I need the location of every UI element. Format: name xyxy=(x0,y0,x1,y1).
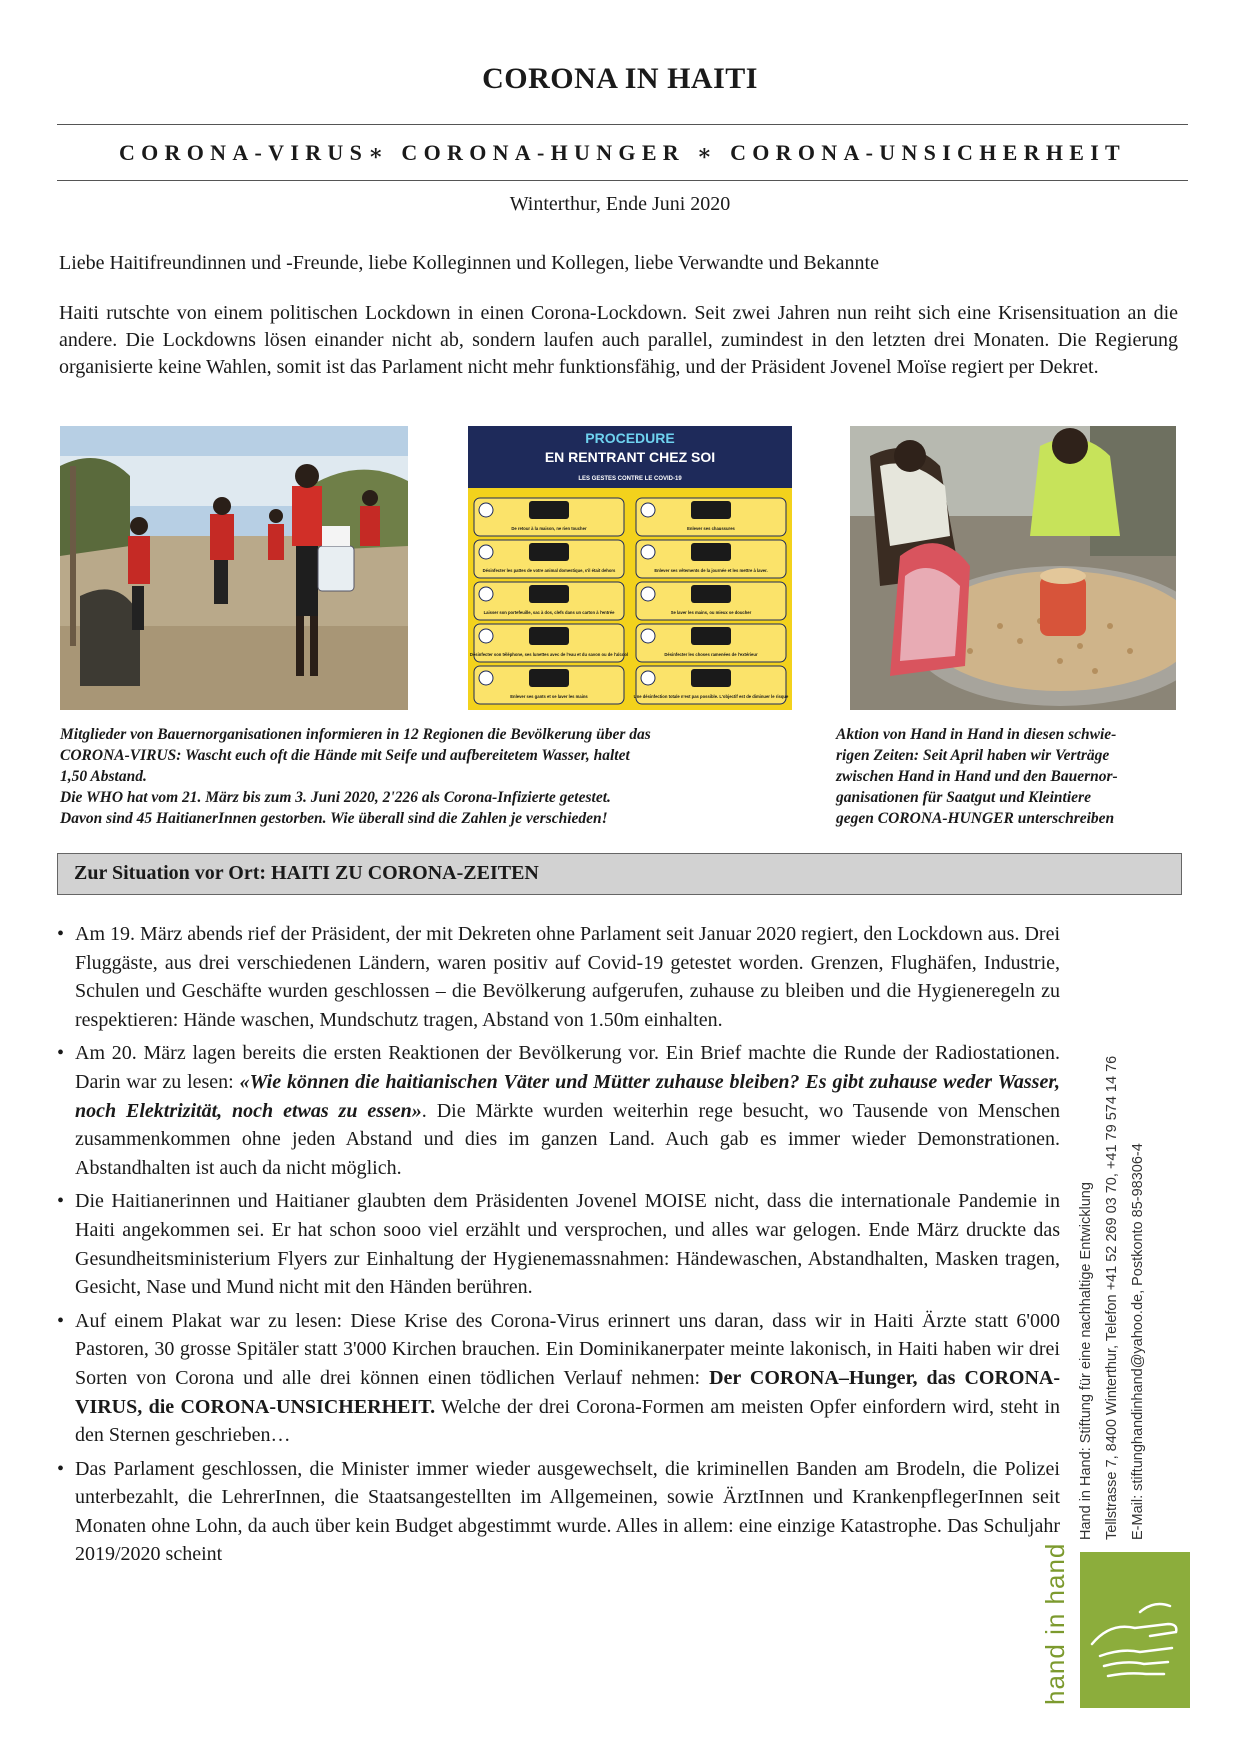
caption-right-line: rigen Zeiten: Seit April haben wir Verträge xyxy=(836,747,1110,764)
caption-right-line: zwischen Hand in Hand und den Bauernor- xyxy=(836,768,1118,785)
poster-step-icon xyxy=(529,627,569,645)
hand-in-hand-logo xyxy=(1080,1552,1190,1708)
poster-step-icon xyxy=(529,585,569,603)
photo-farmers-informing xyxy=(60,426,408,710)
poster-step-label: Enlever ses gants et se laver les mains xyxy=(510,694,588,699)
poster-title-1: PROCEDURE xyxy=(585,430,675,446)
section-heading: Zur Situation vor Ort: HAITI ZU CORONA-ZEITEN xyxy=(74,862,539,884)
poster-step-label: De retour à la maison, ne rien toucher xyxy=(511,526,587,531)
poster-step-label: Enlever ses chaussures xyxy=(687,526,735,531)
sidebar-email-line: E-Mail: stiftunghandinhand@yahoo.de, Postkonto 85-98306-4 xyxy=(1130,1143,1146,1540)
poster-step-icon xyxy=(691,585,731,603)
poster-step-icon xyxy=(529,543,569,561)
poster-step-number-badge xyxy=(479,629,493,643)
poster-step-label: Enlever ses vêtements de la journée et les mettre à laver. xyxy=(654,568,768,573)
poster-step-icon xyxy=(691,501,731,519)
caption-left-line: Mitglieder von Bauernorganisationen informieren in 12 Regionen die Bevölkerung über das xyxy=(60,726,651,743)
greeting: Liebe Haitifreundinnen und -Freunde, liebe Kolleginnen und Kollegen, liebe Verwandte und Bekannte xyxy=(59,252,879,274)
list-item: • Am 19. März abends rief der Präsident, der mit Dekreten ohne Parlament seit Januar 2020 regiert, den Lockdown aus. Drei Fluggäste, aus drei verschiedenen Ländern, waren positiv auf Covid-19 getestet worden. Grenzen, Flughäfen, Industrie, Schulen und Geschäfte wurden geschlossen – die Bevölkerung aufgerufen, zuhause zu bleiben und die Hygieneregeln zu respektieren: Hände waschen, Mundschutz tragen, Abstand von 1.50m einhalten. xyxy=(57,920,1060,1034)
poster-step-label: Désinfecter les choses ramenées de l'extérieur xyxy=(664,652,758,657)
poster-step-label: Désinfecter son téléphone, ses lunettes avec de l'eau et du savon ou de l'alcool xyxy=(469,652,629,657)
poster-title-2: EN RENTRANT CHEZ SOI xyxy=(544,449,716,465)
poster-step-icon xyxy=(529,669,569,687)
photo-women-sorting-seeds xyxy=(850,426,1176,710)
poster-steps-right xyxy=(634,498,789,704)
intro-paragraph: Haiti rutschte von einem politischen Lockdown in einen Corona-Lockdown. Seit zwei Jahren nun reiht sich eine Krisensituation an die andere. Die Lockdowns lösen einander nicht ab, sondern laufen auch parallel, zumindest in den letzten drei Monaten. Die Regierung organisierte keine Wahlen, somit ist das Parlament nicht mehr funktionsfähig, und der Präsident Jovenel Moïse regiert per Dekret. xyxy=(59,302,1178,378)
list-item: • Die Haitianerinnen und Haitianer glaubten dem Präsidenten Jovenel MOISE nicht, dass die internationale Pandemie in Haiti angekommen sei. Er hat schon sooo viel erzählt und versprochen, und alles war gelogen. Ende März druckte das Gesundheitsministerium Flyers zur Einhaltung der Hygienemassnahmen: Händewaschen, Abstandhalten, Masken tragen, Gesicht, Nase und Mund nicht mit den Händen berühren. xyxy=(57,1187,1060,1301)
poster-step-number-badge xyxy=(479,671,493,685)
poster-step-number-badge xyxy=(479,545,493,559)
poster-step-label: Désinfecter les pattes de votre animal domestique, s'il était dehors xyxy=(482,568,616,573)
section-heading-bar xyxy=(57,853,1182,895)
list-item: • Am 20. März lagen bereits die ersten Reaktionen der Bevölkerung vor. Ein Brief machte die Runde der Radiostationen. Darin war zu lesen: «Wie können die haitianischen Väter und Mütter zuhause bleiben? Es gibt zuhause weder Wasser, noch Elektrizität, noch etwas zu essen». Die Märkte wurden weiterhin rege besucht, wo Tausende von Menschen zusammenkommen ohne jeden Abstand und dies im ganzen Land. Auch gab es immer wieder Demonstrationen. Abstandhalten ist auch da nicht möglich. xyxy=(57,1039,1060,1182)
poster-step-icon xyxy=(529,501,569,519)
poster-step-label: Une désinfection totale n'est pas possible. L'objectif est de diminuer le risque xyxy=(633,694,789,699)
poster-step-number-badge xyxy=(479,503,493,517)
caption-left xyxy=(60,724,800,829)
sidebar-address-line: Tellstrasse 7, 8400 Winterthur, Telefon +41 52 269 03 70, +41 79 574 14 76 xyxy=(1104,1055,1120,1540)
page-subtitle: CORONA-VIRUS∗ CORONA-HUNGER ∗ CORONA-UNSICHERHEIT xyxy=(118,140,1127,165)
header-rule-top xyxy=(57,124,1188,125)
bullet-list xyxy=(57,920,1060,1574)
list-item: • Auf einem Plakat war zu lesen: Diese Krise des Corona-Virus erinnert uns daran, dass wir in Haiti Ärzte statt 6'000 Pastoren, 30 grosse Spitäler statt 3'000 Kirchen brauchen. Ein Dominikanerpater meinte lakonisch, in Haiti haben wir drei Sorten von Corona und alle drei können einen tödlichen Verlauf nehmen: Der CORONA–Hunger, das CORONA-VIRUS, die CORONA-UNSICHERHEIT. Welche der drei Corona-Formen am meisten Opfer einfordern wird, steht in den Sternen geschrieben… xyxy=(57,1307,1060,1450)
sidebar-org-line: Hand in Hand: Stiftung für eine nachhaltige Entwicklung xyxy=(1078,1182,1094,1540)
page-title: CORONA IN HAITI xyxy=(482,62,758,95)
poster-step-label: Laisser son portefeuille, sac à dos, clefs dans un carton à l'entrée xyxy=(483,610,615,615)
caption-left-line: Davon sind 45 HaitianerInnen gestorben. Wie überall sind die Zahlen je verschieden! xyxy=(60,810,608,827)
poster-step-number-badge xyxy=(641,671,655,685)
sidebar-contact xyxy=(1073,980,1223,1540)
emphasis-text: Der CORONA–Hunger, das CORONA-VIRUS, die CORONA-UNSICHERHEIT. xyxy=(75,1366,1061,1418)
caption-left-line: CORONA-VIRUS: Wascht euch oft die Hände mit Seife und aufbereitetem Wasser, haltet xyxy=(60,747,630,764)
dateline: Winterthur, Ende Juni 2020 xyxy=(509,193,731,215)
poster-steps-left xyxy=(470,498,628,704)
poster-step-number-badge xyxy=(641,503,655,517)
caption-right xyxy=(836,724,1181,829)
caption-right-line: Aktion von Hand in Hand in diesen schwie- xyxy=(836,726,1117,743)
caption-left-line: 1,50 Abstand. xyxy=(60,768,147,785)
poster-step-number-badge xyxy=(641,629,655,643)
quote-text: «Wie können die haitianischen Väter und Mütter zuhause bleiben? Es gibt zuhause weder Wasser, noch Elektrizität, noch etwas zu essen» xyxy=(75,1070,1060,1122)
caption-right-line: gegen CORONA-HUNGER unterschreiben xyxy=(836,810,1115,827)
poster-step-number-badge xyxy=(479,587,493,601)
list-item: • Das Parlament geschlossen, die Minister immer wieder ausgewechselt, die kriminellen Banden am Brodeln, die Polizei unterbezahlt, die LehrerInnen, die Staatsangestellten im Allgemeinen, sowie ÄrztInnen und KrankenpflegerInnen seit Monaten ohne Lohn, da auch über kein Budget abgestimmt wurde. Alles in allem: eine einzige Katastrophe. Das Schuljahr 2019/2020 scheint xyxy=(57,1455,1060,1569)
caption-right-line: ganisationen für Saatgut und Kleintiere xyxy=(836,789,1091,806)
poster-step-number-badge xyxy=(641,587,655,601)
poster-step-icon xyxy=(691,627,731,645)
header-rule-bottom xyxy=(57,180,1188,181)
poster-step-icon xyxy=(691,543,731,561)
logo-wordmark: hand in hand xyxy=(1040,1542,1070,1705)
poster-subtitle: LES GESTES CONTRE LE COVID-19 xyxy=(578,476,682,482)
caption-left-line: Die WHO hat vom 21. März bis zum 3. Juni 2020, 2'226 als Corona-Infizierte getestet. xyxy=(60,789,611,806)
poster-step-number-badge xyxy=(641,545,655,559)
covid-procedure-poster xyxy=(468,426,792,710)
poster-step-icon xyxy=(691,669,731,687)
poster-step-label: Se laver les mains, ou mieux se doucher xyxy=(670,610,752,615)
